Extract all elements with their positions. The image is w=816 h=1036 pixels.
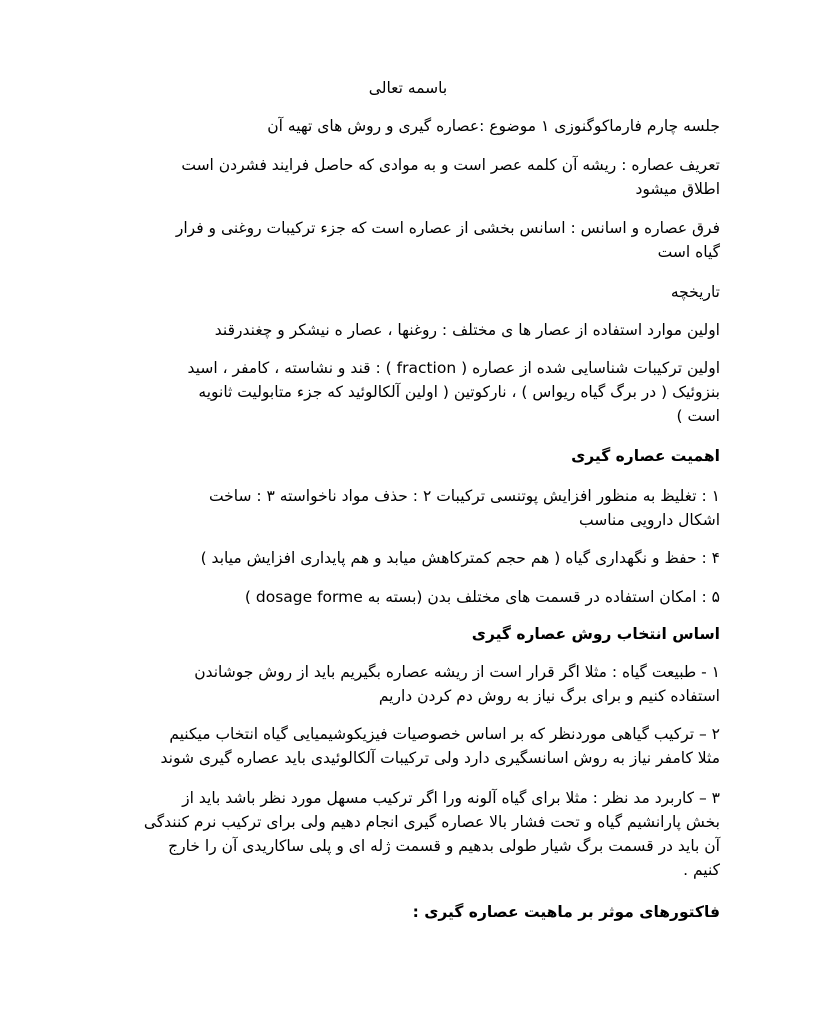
list-item-line: ۲ – ترکیب گیاهی موردنظر که بر اساس خصوصیات فیزیکوشیمیایی گیاه انتخاب میکنیم xyxy=(169,725,720,743)
paragraph-line: بنزوئیک ( در برگ گیاه ریواس ) ، نارکوتین ( اولین آلکالوئید که جزء متابولیت ثانویه xyxy=(198,383,720,401)
paragraph-line: است ) xyxy=(676,407,720,425)
paragraph-line: اطلاق میشود xyxy=(635,180,720,198)
section-heading: اساس انتخاب روش عصاره گیری xyxy=(471,625,720,643)
list-item-line: استفاده کنیم و برای برگ نیاز به روش دم کردن داریم xyxy=(378,687,720,705)
document-heading: باسمه تعالی xyxy=(368,79,448,97)
section-heading: اهمیت عصاره گیری xyxy=(571,447,720,465)
list-item-line: ۱ : تغلیظ به منظور افزایش پوتنسی ترکیبات ۲ : حذف مواد ناخواسته ۳ : ساخت xyxy=(208,487,720,505)
list-item-line: ۴ : حفظ و نگهداری گیاه ( هم حجم کمترکاهش میابد و هم پایداری افزایش میابد ) xyxy=(200,549,720,567)
paragraph-line: اولین موارد استفاده از عصار ها ی مختلف : روغنها ، عصار ه نیشکر و چغندرقند xyxy=(214,321,720,339)
list-item-line: آن باید در قسمت برگ شیار طولی بدهیم و قسمت ژله ای و پلی ساکاریدی آن را خارج xyxy=(168,837,720,855)
list-item-line: مثلا کامفر نیاز به روش اسانسگیری دارد ولی ترکیبات آلکالوئیدی باید عصاره گیری شوند xyxy=(160,749,720,767)
paragraph-line: تعریف عصاره : ریشه آن کلمه عصر است و به موادی که حاصل فرایند فشردن است xyxy=(181,156,720,174)
list-item-line: اشکال دارویی مناسب xyxy=(578,511,720,529)
list-item-line: بخش پارانشیم گیاه و تحت فشار بالا عصاره گیری انجام دهیم ولی برای ترکیب نرم کنندگی xyxy=(143,813,720,831)
section-heading: فاکتورهای موثر بر ماهیت عصاره گیری : xyxy=(412,903,720,921)
list-item-line: ۵ : امکان استفاده در قسمت های مختلف بدن (بسته به dosage forme ) xyxy=(244,588,720,606)
list-item-line: ۳ – کاربرد مد نظر : مثلا برای گیاه آلونه ورا اگر ترکیب مسهل مورد نظر باشد باید از xyxy=(182,789,720,807)
paragraph-line: گیاه است xyxy=(657,243,720,261)
paragraph-line: اولین ترکیبات شناسایی شده از عصاره ( fraction ) : قند و نشاسته ، کامفر ، اسید xyxy=(187,359,720,377)
session-subject-line: جلسه چارم فارماکوگنوزی ۱ موضوع :عصاره گیری و روش های تهیه آن xyxy=(267,117,720,135)
list-item-line: کنیم . xyxy=(683,861,720,879)
list-item-line: ۱ - طبیعت گیاه : مثلا اگر قرار است از ریشه عصاره بگیریم باید از روش جوشاندن xyxy=(194,663,720,681)
section-title: تاریخچه xyxy=(670,283,720,301)
paragraph-line: فرق عصاره و اسانس : اسانس بخشی از عصاره است که جزء ترکیبات روغنی و فرار xyxy=(175,219,720,237)
